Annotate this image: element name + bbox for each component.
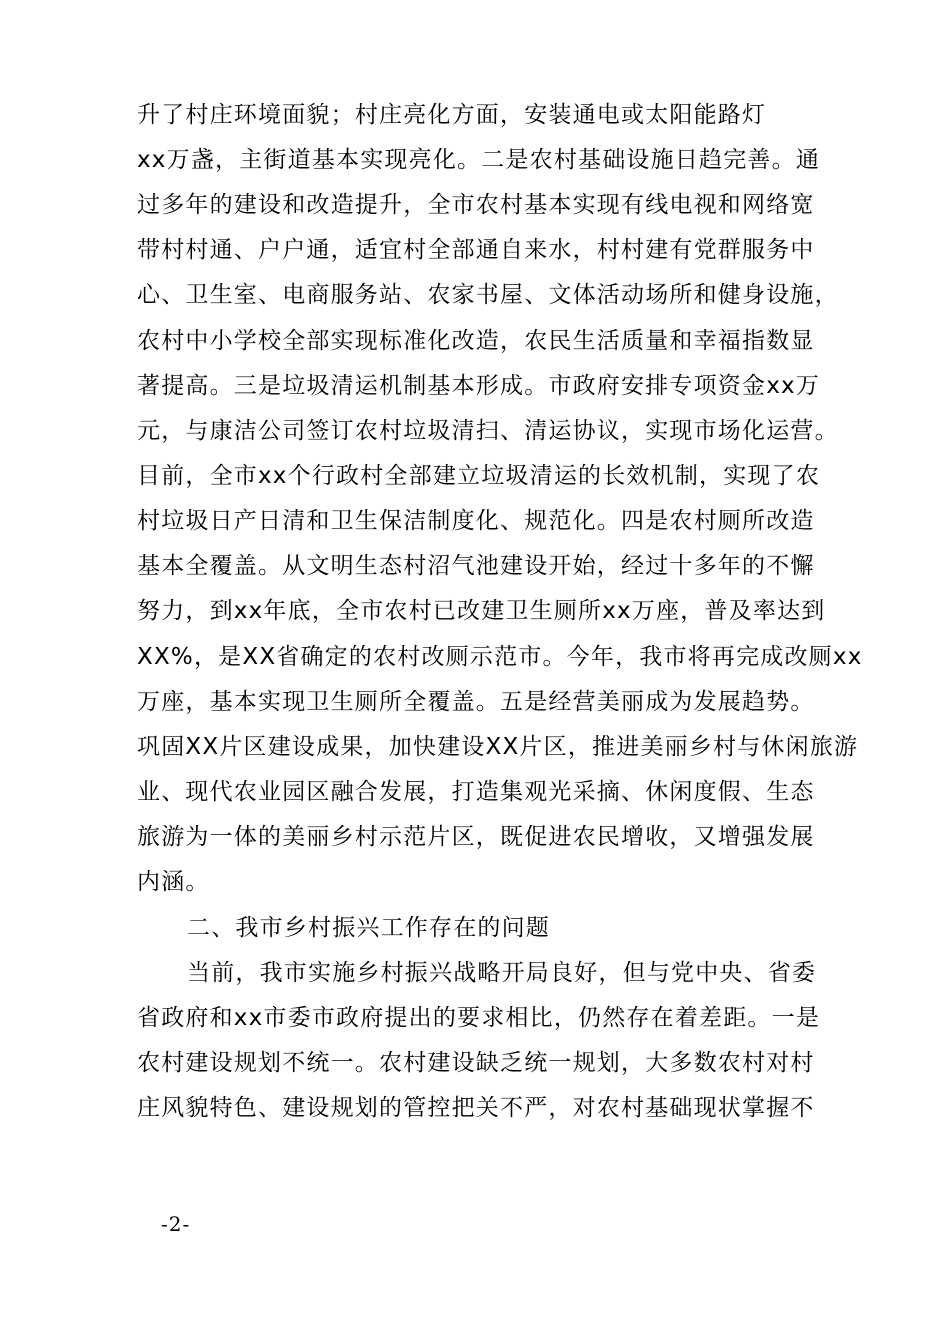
body-text-line: 农村中小学校全部实现标准化改造，农民生活质量和幸福指数显: [137, 328, 815, 354]
body-text-line: 升了村庄环境面貌；村庄亮化方面，安装通电或太阳能路灯: [137, 102, 767, 128]
body-text-line: 当前，我市实施乡村振兴战略开局良好，但与党中央、省委: [187, 960, 817, 986]
body-text-line: 带村村通、户户通，适宜村全部通自来水，村村建有党群服务中: [137, 237, 815, 263]
body-text-line: 旅游为一体的美丽乡村示范片区，既促进农民增收，又增强发展: [137, 824, 815, 850]
body-text-line: 过多年的建设和改造提升，全市农村基本实现有线电视和网络宽: [137, 192, 815, 218]
body-text-line: 元，与康洁公司签订农村垃圾清扫、清运协议，实现市场化运营。: [137, 418, 839, 444]
body-text-line: 内涵。: [137, 869, 210, 895]
body-text-line: xx万盏，主街道基本实现亮化。二是农村基础设施日趋完善。通: [137, 147, 821, 173]
section-heading: 二、我市乡村振兴工作存在的问题: [187, 915, 550, 941]
body-text-line: 努力，到xx年底，全市农村已改建卫生厕所xx万座，普及率达到: [137, 598, 826, 624]
body-text-line: 农村建设规划不统一。农村建设缺乏统一规划，大多数农村对村: [137, 1050, 815, 1076]
body-text-line: 万座，基本实现卫生厕所全覆盖。五是经营美丽成为发展趋势。: [137, 689, 815, 715]
body-text-line: 村垃圾日产日清和卫生保洁制度化、规范化。四是农村厕所改造: [137, 508, 815, 534]
body-text-line: 庄风貌特色、建设规划的管控把关不严，对农村基础现状掌握不: [137, 1095, 815, 1121]
body-text-line: 目前，全市xx个行政村全部建立垃圾清运的长效机制，实现了农: [137, 463, 821, 489]
body-text-line: 巩固XX片区建设成果，加快建设XX片区，推进美丽乡村与休闲旅游: [137, 734, 859, 760]
body-text-line: XX%，是XX省确定的农村改厕示范市。今年，我市将再完成改厕xx: [137, 644, 863, 670]
page-number: -2-: [161, 1212, 191, 1236]
body-text-line: 心、卫生室、电商服务站、农家书屋、文体活动场所和健身设施，: [137, 282, 839, 308]
body-text-line: 业、现代农业园区融合发展，打造集观光采摘、休闲度假、生态: [137, 779, 815, 805]
body-text-line: 基本全覆盖。从文明生态村沼气池建设开始，经过十多年的不懈: [137, 553, 815, 579]
body-text-line: 著提高。三是垃圾清运机制基本形成。市政府安排专项资金xx万: [137, 373, 821, 399]
body-text-line: 省政府和xx市委市政府提出的要求相比，仍然存在着差距。一是: [137, 1005, 821, 1031]
